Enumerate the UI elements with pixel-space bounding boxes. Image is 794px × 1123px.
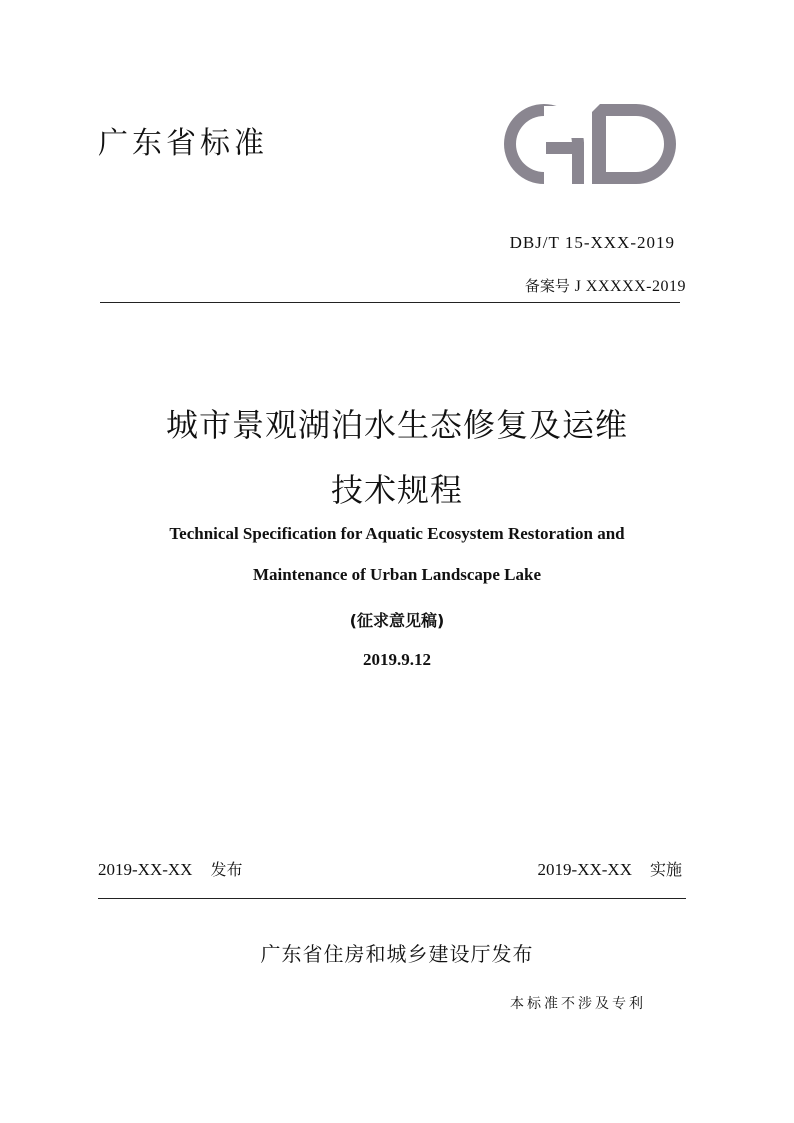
issue-date: 2019-XX-XX bbox=[98, 860, 193, 879]
record-label: 备案号 bbox=[524, 277, 570, 295]
title-cn-line2: 技术规程 bbox=[330, 471, 463, 509]
record-number: J XXXXX-2019 bbox=[574, 278, 686, 295]
draft-date: 2019.9.12 bbox=[363, 650, 431, 669]
patent-note: 本标准不涉及专利 bbox=[510, 996, 646, 1012]
record-number-line bbox=[420, 275, 686, 296]
title-en-line2: Maintenance of Urban Landscape Lake bbox=[252, 565, 542, 584]
issue-label: 发布 bbox=[210, 860, 243, 879]
implement-date-line bbox=[512, 857, 682, 880]
title-cn-line1: 城市景观湖泊水生态修复及运维 bbox=[165, 406, 628, 444]
standard-code: DBJ/T 15-XXX-2019 bbox=[509, 233, 675, 252]
implement-date: 2019-XX-XX bbox=[537, 860, 632, 879]
implement-label: 实施 bbox=[649, 860, 682, 879]
publisher: 广东省住房和城乡建设厅发布 bbox=[260, 942, 534, 966]
header-divider bbox=[100, 302, 680, 303]
issue-date-line bbox=[98, 857, 242, 880]
draft-note: (征求意见稿) bbox=[349, 611, 445, 630]
standard-category: 广东省标准 bbox=[98, 126, 268, 161]
gd-logo-icon bbox=[496, 98, 682, 190]
footer-divider bbox=[98, 898, 686, 899]
title-en-line1: Technical Specification for Aquatic Ecosystem Restoration and bbox=[169, 524, 625, 543]
